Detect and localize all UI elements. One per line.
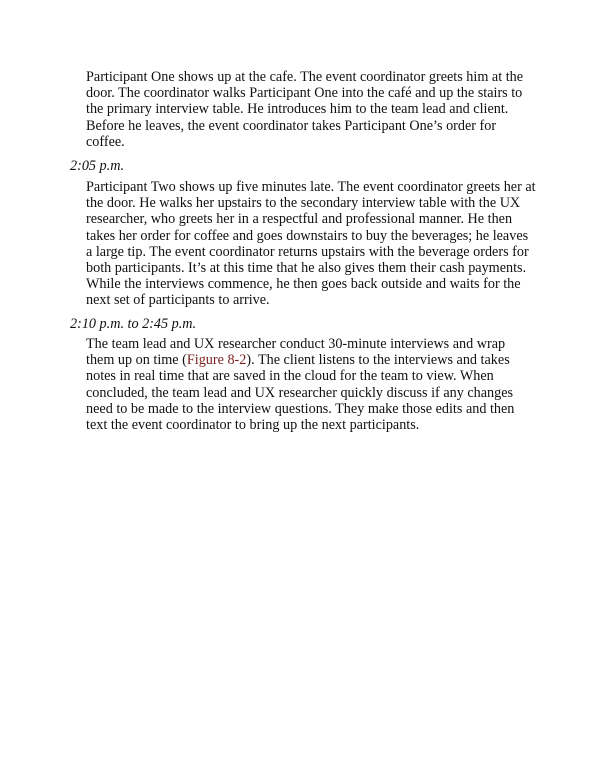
figure-8-2-link[interactable]: Figure 8-2 (186, 352, 247, 369)
time-heading-2-10-to-2-45: 2:10 p.m. to 2:45 p.m. (70, 316, 197, 332)
participant-two-paragraph: Participant Two shows up five minutes late. The event coordinator greets her at the door. He walks her upstairs to the secondary interview table with the UX researcher, who greets her in a respectful and professional manner. He then takes her order for coffee and goes downstairs to buy the beverages; he leaves a large tip. The event coordinator returns upstairs with the beverage orders for both participants. It’s at this time that he also gives them their cash payments. While the interviews commence, he then goes back outside and waits for the next set of participants to arrive. (86, 179, 536, 309)
time-heading-2-05: 2:05 p.m. (70, 158, 124, 174)
interviews-text-after-link: ). The client listens to the interviews and takes notes in real time that are saved in the cloud for the team to view. When concluded, the team lead and UX researcher quickly discuss if any changes need to be made to the interview questions. They make those edits and then text the event coordinator to bring up the next participants. (86, 352, 515, 434)
interviews-paragraph (86, 336, 536, 433)
participant-one-paragraph: Participant One shows up at the cafe. The event coordinator greets him at the door. The coordinator walks Participant One into the café and up the stairs to the primary interview table. He introduces him to the team lead and client. Before he leaves, the event coordinator takes Participant One’s order for coffee. (86, 69, 524, 150)
interviews-text-before-link: The team lead and UX researcher conduct 30-minute interviews and wrap them up on time ( (86, 336, 506, 369)
